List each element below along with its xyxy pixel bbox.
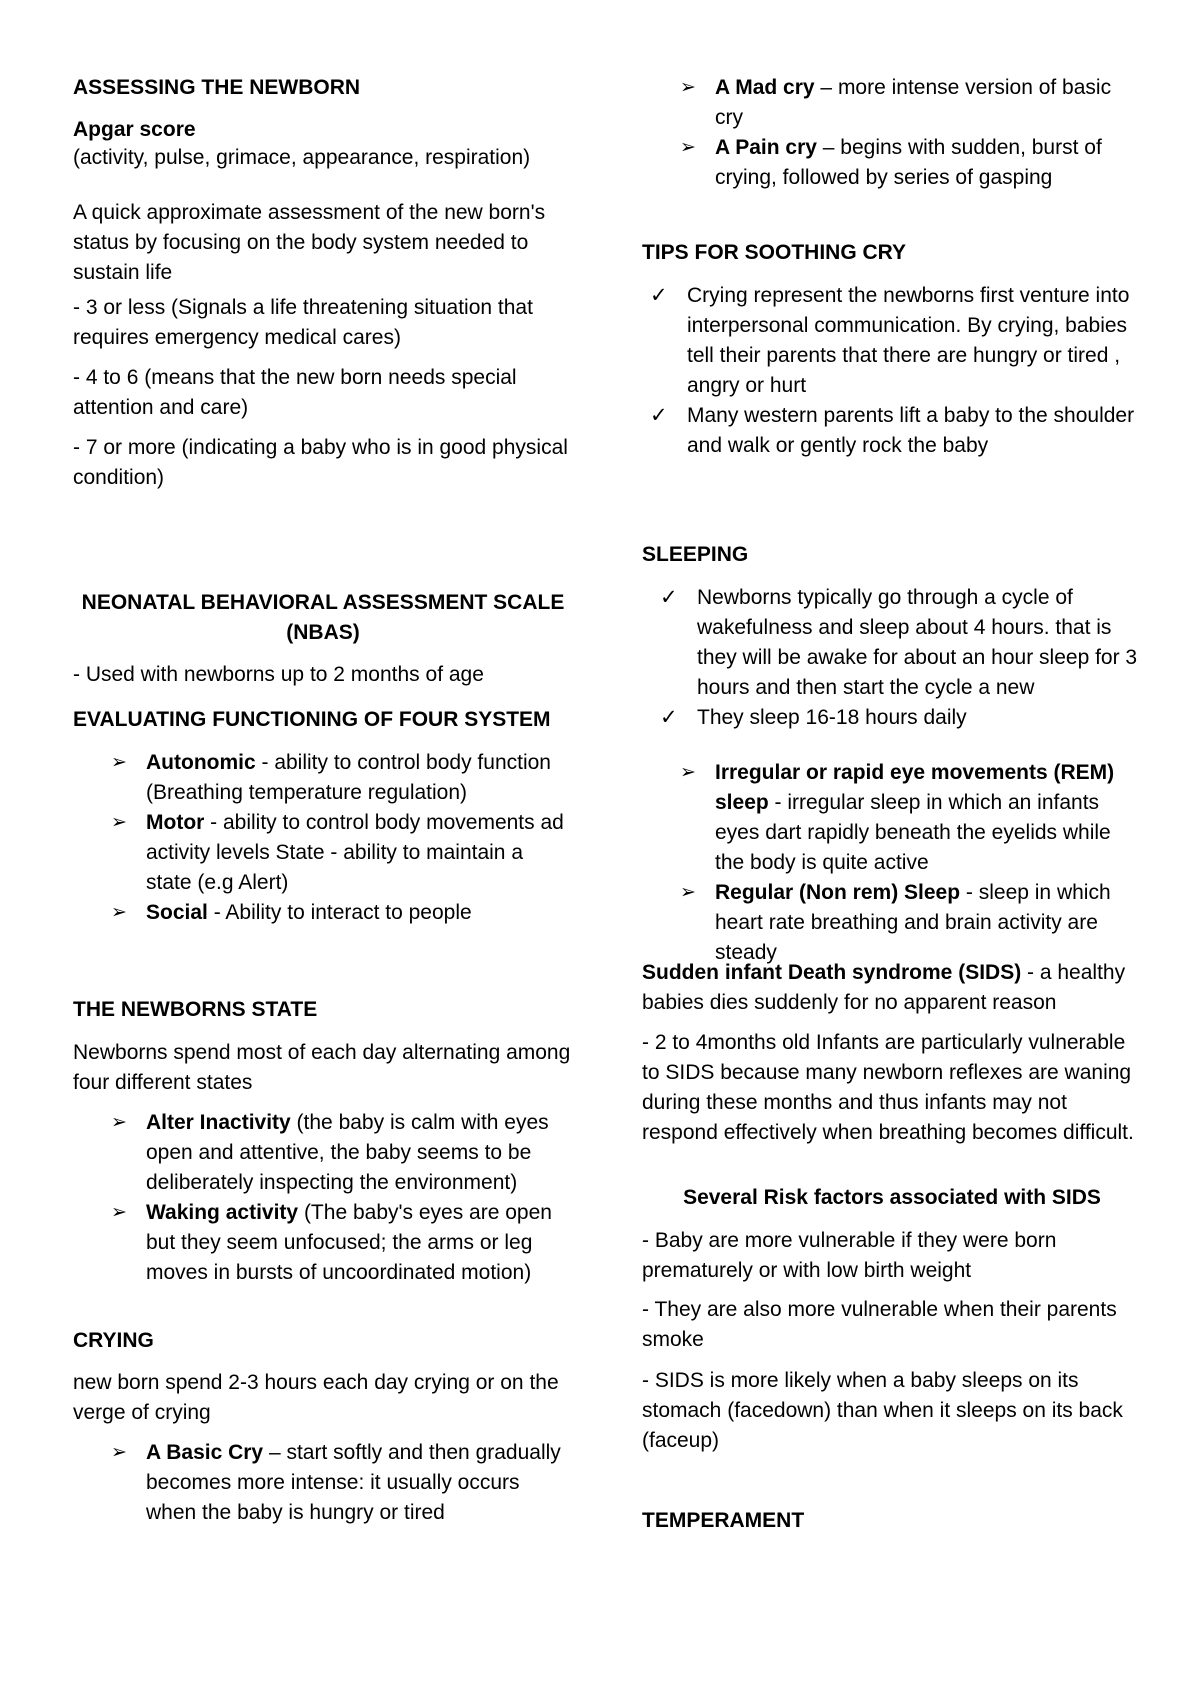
list-item-text: (The baby's eyes are open but they seem unfocused; the arms or leg moves in bursts of uncoordinated motion) — [146, 1201, 552, 1284]
arrow-bullet-icon: ➢ — [680, 762, 696, 783]
sids-risk-2: - They are also more vulnerable when their parents smoke — [642, 1298, 1117, 1351]
apgar-title: Apgar score — [73, 118, 196, 141]
list-item-text: Many western parents lift a baby to the shoulder and walk or gently rock the baby — [687, 404, 1135, 457]
list-item-term: A Basic Cry — [146, 1441, 264, 1464]
apgar-description: A quick approximate assessment of the new born's status by focusing on the body system needed to sustain life — [73, 201, 546, 284]
list-item-text: (the baby is calm with eyes open and attentive, the baby seems to be deliberately inspecting the environment) — [146, 1111, 549, 1194]
crying-title: CRYING — [73, 1329, 154, 1352]
states-title: THE NEWBORNS STATE — [73, 998, 318, 1021]
list-item — [642, 73, 1142, 133]
list-item-text: - ability to control body function (Breathing temperature regulation) — [146, 751, 551, 804]
crying-intro: new born spend 2-3 hours each day crying or on the verge of crying — [73, 1371, 559, 1424]
list-item-text: – begins with sudden, burst of crying, followed by series of gasping — [715, 136, 1102, 189]
sids-vulnerability: - 2 to 4months old Infants are particularly vulnerable to SIDS because many newborn reflexes are waning during these months and thus infants may not respond effectively when breathing becomes difficult. — [642, 1031, 1134, 1144]
check-bullet-icon: ✓ — [660, 586, 678, 609]
list-item — [73, 808, 573, 898]
sids-risk-title: Several Risk factors associated with SIDS — [683, 1186, 1101, 1209]
list-item — [73, 898, 573, 928]
check-bullet-icon: ✓ — [660, 706, 678, 729]
apgar-score-low: - 3 or less (Signals a life threatening situation that requires emergency medical cares) — [73, 296, 533, 349]
list-item-text: Newborns typically go through a cycle of wakefulness and sleep about 4 hours. that is they will be awake for about an hour sleep for 3 hours and then start the cycle a new — [697, 586, 1138, 699]
list-item-text: – more intense version of basic cry — [715, 76, 1112, 129]
sleep-types-list — [642, 758, 1142, 968]
sids-risk-3: - SIDS is more likely when a baby sleeps on its stomach (facedown) than when it sleeps on its back (faceup) — [642, 1369, 1123, 1452]
list-item — [642, 133, 1142, 193]
temperament-title: TEMPERAMENT — [642, 1509, 805, 1532]
list-item-text: – start softly and then gradually becomes more intense: it usually occurs when the baby is hungry or tired — [146, 1441, 561, 1524]
list-item-term: Autonomic — [146, 751, 256, 774]
list-item — [642, 281, 1142, 401]
nbas-system-list — [73, 748, 573, 928]
check-bullet-icon: ✓ — [650, 404, 668, 427]
list-item-text: They sleep 16-18 hours daily — [697, 706, 967, 729]
list-item-term: Alter Inactivity — [146, 1111, 291, 1134]
crying-list — [73, 1438, 573, 1528]
arrow-bullet-icon: ➢ — [111, 902, 127, 923]
list-item-text: - sleep in which heart rate breathing and brain activity are steady — [715, 881, 1111, 964]
list-item — [642, 878, 1142, 968]
list-item-text: - Ability to interact to people — [207, 901, 472, 924]
arrow-bullet-icon: ➢ — [680, 882, 696, 903]
list-item — [642, 401, 1142, 461]
arrow-bullet-icon: ➢ — [111, 812, 127, 833]
sids-definition-text: - a healthy babies dies suddenly for no apparent reason — [642, 961, 1126, 1014]
sleeping-title: SLEEPING — [642, 543, 749, 566]
crying-continued-list — [642, 73, 1142, 193]
apgar-score-high: - 7 or more (indicating a baby who is in good physical condition) — [73, 436, 568, 489]
assessing-title: ASSESSING THE NEWBORN — [73, 76, 361, 99]
states-list — [73, 1108, 573, 1288]
nbas-title: NEONATAL BEHAVIORAL ASSESSMENT SCALE (NBAS) — [81, 591, 565, 644]
sleeping-list — [642, 583, 1142, 733]
sids-term: Sudden infant Death syndrome (SIDS) — [642, 961, 1022, 984]
list-item-term: A Mad cry — [715, 76, 815, 99]
sids-risk-1: - Baby are more vulnerable if they were born prematurely or with low birth weight — [642, 1229, 1057, 1282]
list-item-term: Waking activity — [146, 1201, 299, 1224]
list-item-term: Irregular or rapid eye movements (REM) sleep — [715, 761, 1115, 814]
states-intro: Newborns spend most of each day alternating among four different states — [73, 1041, 571, 1094]
arrow-bullet-icon: ➢ — [680, 137, 696, 158]
list-item-term: Regular (Non rem) Sleep — [715, 881, 961, 904]
list-item-term: Social — [146, 901, 208, 924]
arrow-bullet-icon: ➢ — [680, 77, 696, 98]
list-item-term: Motor — [146, 811, 205, 834]
soothing-list — [642, 281, 1142, 461]
arrow-bullet-icon: ➢ — [111, 1442, 127, 1463]
nbas-eval-title: EVALUATING FUNCTIONING OF FOUR SYSTEM — [73, 708, 551, 731]
check-bullet-icon: ✓ — [650, 284, 668, 307]
arrow-bullet-icon: ➢ — [111, 752, 127, 773]
list-item — [73, 1108, 573, 1198]
list-item — [642, 703, 1142, 733]
sids-definition — [642, 958, 1142, 1018]
list-item — [73, 1438, 573, 1528]
list-item-text: - ability to control body movements ad activity levels State - ability to maintain a state (e.g Alert) — [146, 811, 564, 894]
apgar-score-mid: - 4 to 6 (means that the new born needs special attention and care) — [73, 366, 517, 419]
list-item-text: Crying represent the newborns first venture into interpersonal communication. By crying, babies tell their parents that there are hungry or tired , angry or hurt — [687, 284, 1130, 397]
list-item-term: A Pain cry — [715, 136, 817, 159]
arrow-bullet-icon: ➢ — [111, 1202, 127, 1223]
apgar-components: (activity, pulse, grimace, appearance, respiration) — [73, 146, 531, 169]
list-item — [642, 583, 1142, 703]
list-item-text: - irregular sleep in which an infants eyes dart rapidly beneath the eyelids while the body is quite active — [715, 791, 1111, 874]
soothing-title: TIPS FOR SOOTHING CRY — [642, 241, 907, 264]
arrow-bullet-icon: ➢ — [111, 1112, 127, 1133]
list-item — [642, 758, 1142, 878]
nbas-usage: - Used with newborns up to 2 months of age — [73, 663, 484, 686]
list-item — [73, 1198, 573, 1288]
list-item — [73, 748, 573, 808]
